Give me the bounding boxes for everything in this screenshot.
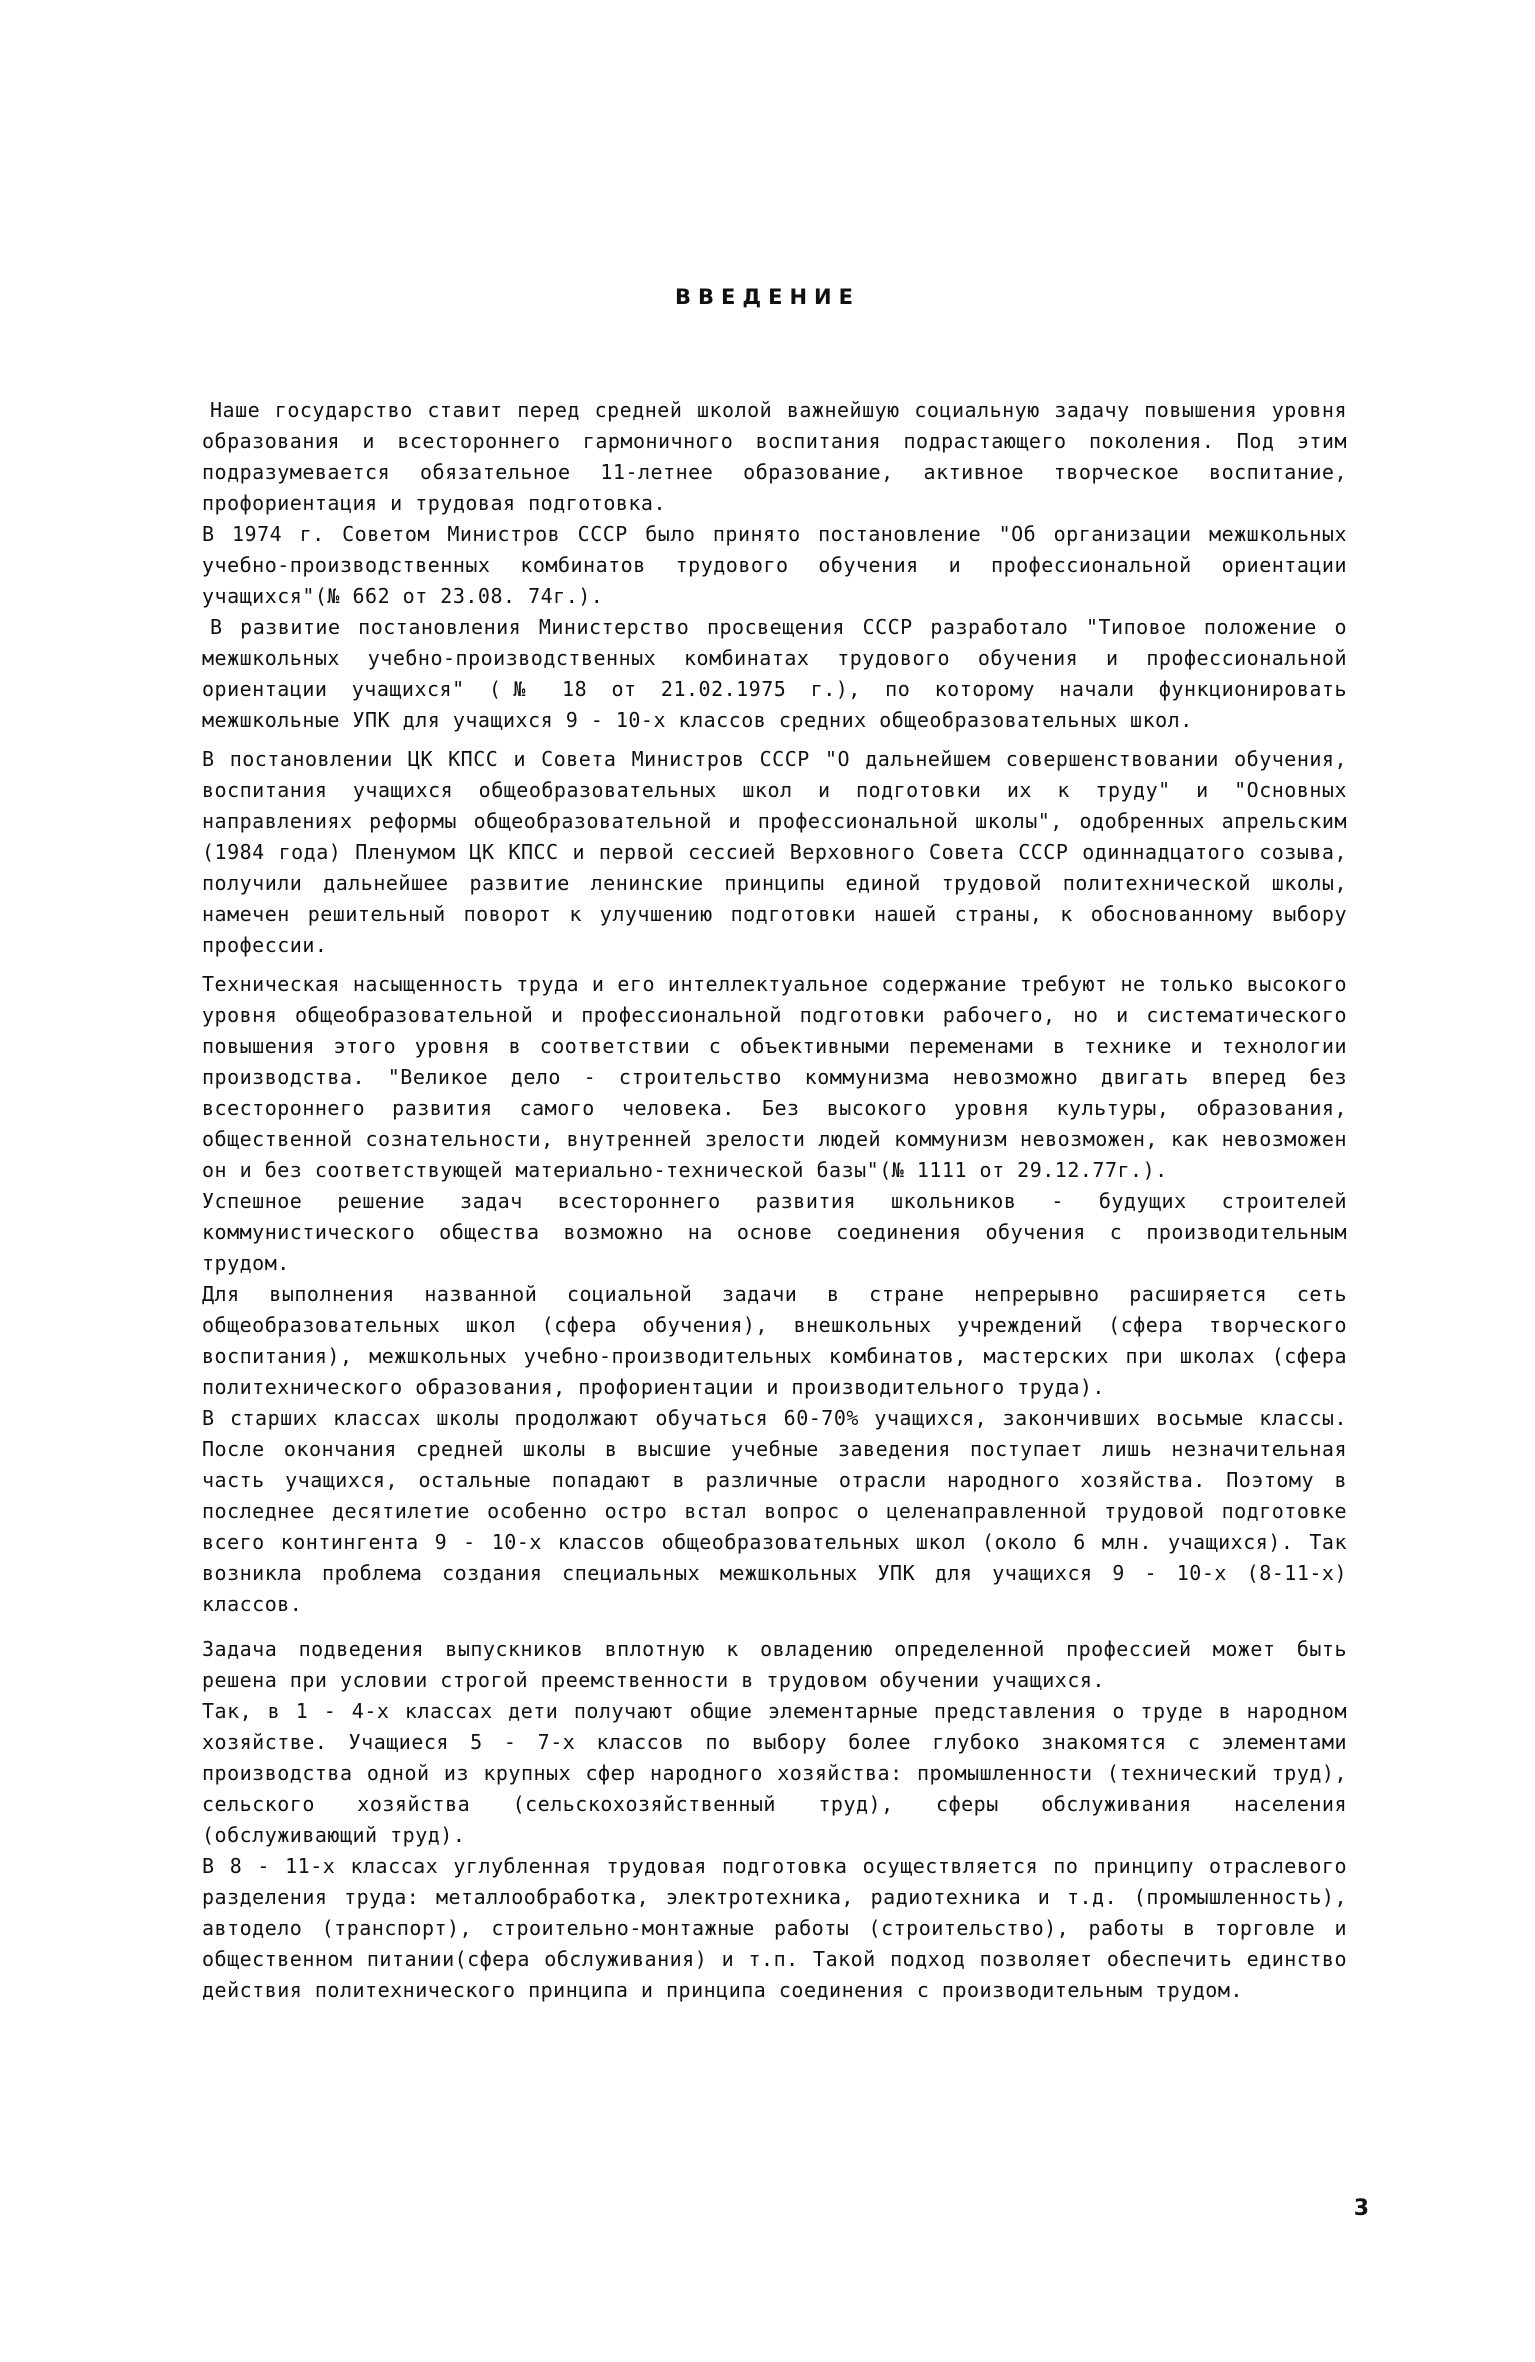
paragraph-9: Задача подведения выпускников вплотную к овладению определенной профессией может быть решена при условии строгой преемственности в трудовом обучении учащихся. <box>202 1637 1347 1692</box>
paragraph-4: В постановлении ЦК КПСС и Совета Министров СССР "О дальнейшем совершенствовании обучения, воспитания учащихся общеобразовательных школ и подготовки их к труду" и "Основных направлениях реформы общеобразовательной и профессиональной школы", одобренных апрельским (1984 года) Пленумом ЦК КПСС и первой сессией Верховного Совета СССР одиннадцатого созыва, получили дальнейшее развитие ленинские принципы единой трудовой политехнической школы, намечен решительный поворот к улучшению подготовки нашей страны, к обоснованному выбору профессии. <box>202 747 1347 957</box>
paragraph-5: Техническая насыщенность труда и его интеллектуальное содержание требуют не только высокого уровня общеобразовательной и профессиональной подготовки рабочего, но и систематического повышения этого уровня в соответствии с объективными переменами в технике и технологии производства. "Великое дело - строительство коммунизма невозможно двигать вперед без всестороннего развития самого человека. Без высокого уровня культуры, образования, общественной сознательности, внутренней зрелости людей коммунизм невозможен, как невозможен он и без соответствующей материально-технической базы"(№ 1111 от 29.12.77г.). <box>202 972 1347 1182</box>
paragraph-1: Наше государство ставит перед средней школой важнейшую социальную задачу повышения уровня образования и всестороннего гармоничного воспитания подрастающего поколения. Под этим подразумевается обязательное 11-летнее образование, активное творческое воспитание, профориентация и трудовая подготовка. <box>202 398 1347 515</box>
paragraph-7: Для выполнения названной социальной задачи в стране непрерывно расширяется сеть общеобразовательных школ (сфера обучения), внешкольных учреждений (сфера творческого воспитания), межшкольных учебно-производительных комбинатов, мастерских при школах (сфера политехнического образования, профориентации и производительного труда). <box>202 1282 1347 1399</box>
page-title: ВВЕДЕНИЕ <box>675 285 860 309</box>
paragraph-10: Так, в 1 - 4-х классах дети получают общие элементарные представления о труде в народном хозяйстве. Учащиеся 5 - 7-х классов по выбору более глубоко знакомятся с элементами производства одной из крупных сфер народного хозяйства: промышленности (технический труд), сельского хозяйства (сельскохозяйственный труд), сферы обслуживания населения (обслуживающий труд). <box>202 1699 1347 1847</box>
body-text <box>202 395 1347 2006</box>
page-number: 3 <box>1353 2196 1369 2221</box>
paragraph-3: В развитие постановления Министерство просвещения СССР разработало "Типовое положение о межшкольных учебно-производственных комбинатах трудового обучения и профессиональной ориентации учащихся" (№ 18 от 21.02.1975 г.), по которому начали функционировать межшкольные УПК для учащихся 9 - 10-х классов средних общеобразовательных школ. <box>202 615 1347 732</box>
paragraph-11: В 8 - 11-х классах углубленная трудовая подготовка осуществляется по принципу отраслевого разделения труда: металлообработка, электротехника, радиотехника и т.д. (промышленность), автодело (транспорт), строительно-монтажные работы (строительство), работы в торговле и общественном питании(сфера обслуживания) и т.п. Такой подход позволяет обеспечить единство действия политехнического принципа и принципа соединения с производительным трудом. <box>202 1854 1347 2002</box>
paragraph-2: В 1974 г. Советом Министров СССР было принято постановление "Об организации межшкольных учебно-производственных комбинатов трудового обучения и профессиональной ориентации учащихся"(№ 662 от 23.08. 74г.). <box>202 522 1347 608</box>
paragraph-8: В старших классах школы продолжают обучаться 60-70% учащихся, закончивших восьмые классы. После окончания средней школы в высшие учебные заведения поступает лишь незначительная часть учащихся, остальные попадают в различные отрасли народного хозяйства. Поэтому в последнее десятилетие особенно остро встал вопрос о целенаправленной трудовой подготовке всего контингента 9 - 10-х классов общеобразовательных школ (около 6 млн. учащихся). Так возникла проблема создания специальных межшкольных УПК для учащихся 9 - 10-х (8-11-х) классов. <box>202 1406 1347 1616</box>
paragraph-6: Успешное решение задач всестороннего развития школьников - будущих строителей коммунистического общества возможно на основе соединения обучения с производительным трудом. <box>202 1189 1347 1275</box>
